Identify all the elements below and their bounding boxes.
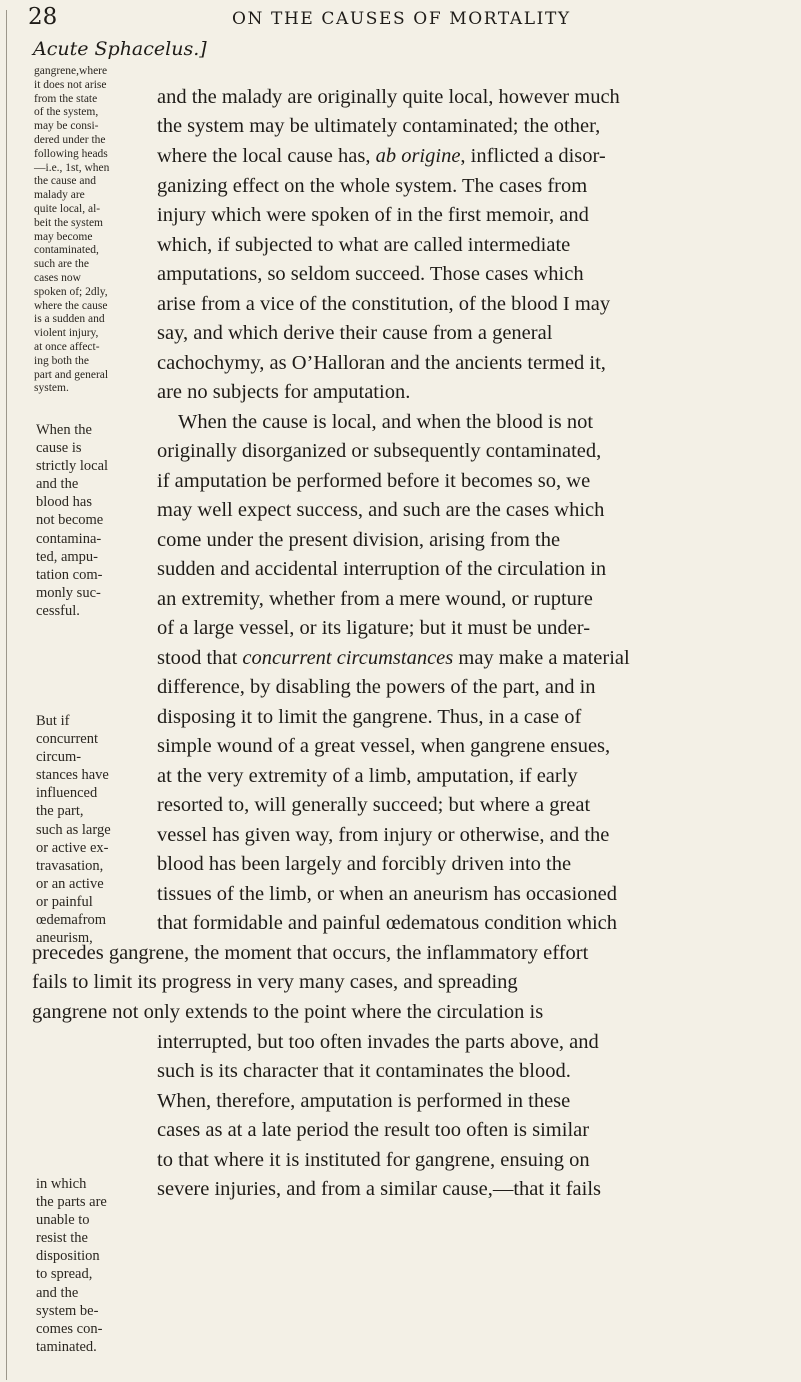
body-line	[157, 143, 606, 169]
body-line: arise from a vice of the constitution, of the blood I may	[157, 293, 611, 315]
margin-line: œdemafrom	[36, 912, 107, 929]
margin-line: and the	[36, 1284, 79, 1301]
margin-line: to spread,	[36, 1266, 93, 1283]
body-line	[157, 645, 630, 671]
body-line: amputations, so seldom succeed. Those cases which	[157, 263, 584, 285]
margin-line: stances have	[36, 767, 109, 784]
page-number: 28	[28, 4, 58, 30]
margin-line: comes con-	[36, 1320, 103, 1337]
body-line: may well expect success, and such are the cases which	[157, 499, 605, 521]
body-line: an extremity, whether from a mere wound, or rupture	[157, 588, 593, 610]
margin-line: travasation,	[36, 857, 104, 874]
margin-line: But if	[36, 713, 70, 729]
margin-line: from the state	[34, 92, 98, 105]
body-line: originally disorganized or subsequently contaminated,	[157, 440, 602, 462]
body-line-full: fails to limit its progress in very many cases, and spreading	[32, 971, 518, 993]
margin-line: following heads	[34, 147, 108, 160]
margin-line: monly suc-	[36, 584, 101, 601]
margin-line: or active ex-	[36, 839, 109, 856]
body-line: tissues of the limb, or when an aneurism has occasioned	[157, 883, 617, 905]
margin-line: influenced	[36, 785, 98, 802]
body-text: , inflicted a disor-	[460, 145, 606, 167]
body-line: difference, by disabling the powers of the part, and in	[157, 676, 596, 698]
margin-line: dered under the	[34, 133, 106, 146]
body-line: When the cause is local, and when the blood is not	[178, 411, 594, 433]
margin-line: the parts are	[36, 1194, 107, 1211]
margin-line: such are the	[34, 258, 89, 271]
body-line: the system may be ultimately contaminated; the other,	[157, 115, 601, 137]
margin-line: cases now	[34, 271, 81, 284]
body-line: severe injuries, and from a similar cause,—that it fails	[157, 1178, 602, 1200]
margin-line: cause is	[36, 440, 82, 457]
margin-line: When the	[36, 422, 92, 438]
body-line: and the malady are originally quite local, however much	[157, 86, 620, 108]
body-line: which, if subjected to what are called intermediate	[157, 234, 571, 256]
margin-line: cessful.	[36, 602, 80, 619]
body-line: cachochymy, as O’Halloran and the ancients termed it,	[157, 352, 606, 374]
emphasis-term: concurrent circumstances	[242, 647, 454, 669]
margin-line: part and general	[34, 368, 109, 381]
margin-line: tation com-	[36, 566, 103, 583]
margin-line: blood has	[36, 494, 92, 511]
body-text: stood that	[157, 647, 243, 669]
body-line: are no subjects for amputation.	[157, 381, 411, 403]
body-line: When, therefore, amputation is performed in these	[157, 1090, 571, 1112]
body-line: resorted to, will generally succeed; but where a great	[157, 794, 591, 816]
margin-note-concurrent	[36, 712, 111, 947]
margin-line: and the	[36, 476, 79, 493]
body-line: such is its character that it contaminates the blood.	[157, 1060, 571, 1082]
body-line: disposing it to limit the gangrene. Thus, in a case of	[157, 706, 582, 728]
page-edge-rule	[6, 10, 7, 1380]
margin-line: not become	[36, 512, 104, 529]
margin-line: gangrene,where	[34, 65, 108, 77]
margin-line: at once affect-	[34, 340, 100, 353]
margin-line: beit the system	[34, 216, 103, 229]
margin-line: in which	[36, 1176, 87, 1192]
margin-line: may be consi-	[34, 120, 99, 133]
margin-line: —i.e., 1st, when	[34, 161, 110, 174]
body-line: at the very extremity of a limb, amputation, if early	[157, 765, 578, 787]
margin-line: spoken of; 2dly,	[34, 285, 108, 298]
margin-note-local-cause	[36, 421, 108, 620]
margin-line: may become	[34, 230, 93, 243]
margin-line: concurrent	[36, 731, 98, 748]
body-line: if amputation be performed before it becomes so, we	[157, 470, 591, 492]
margin-line: or painful	[36, 893, 93, 910]
body-line: sudden and accidental interruption of the circulation in	[157, 558, 607, 580]
margin-line: strictly local	[36, 458, 109, 475]
margin-line: violent injury,	[34, 327, 99, 340]
margin-line: circum-	[36, 749, 82, 766]
body-line: say, and which derive their cause from a general	[157, 322, 553, 344]
margin-line: contamina-	[36, 530, 102, 547]
margin-line: such as large	[36, 821, 111, 838]
margin-line: malady are	[34, 189, 85, 202]
body-text: may make a material	[453, 647, 630, 669]
section-label: Acute Sphacelus.]	[33, 38, 207, 60]
body-line: simple wound of a great vessel, when gangrene ensues,	[157, 735, 611, 757]
margin-line: resist the	[36, 1230, 88, 1247]
body-line: injury which were spoken of in the first memoir, and	[157, 204, 589, 226]
margin-line: system be-	[36, 1302, 99, 1319]
margin-line: ing both the	[34, 354, 89, 367]
margin-note-classification	[34, 65, 109, 396]
body-line: of a large vessel, or its ligature; but it must be under-	[157, 617, 591, 639]
margin-line: aneurism,	[36, 930, 93, 947]
margin-line: taminated.	[36, 1338, 97, 1355]
margin-line: unable to	[36, 1212, 90, 1229]
margin-line: disposition	[36, 1248, 100, 1265]
body-line: that formidable and painful œdematous condition which	[157, 912, 617, 934]
body-line: cases as at a late period the result too often is similar	[157, 1119, 590, 1141]
margin-line: contaminated,	[34, 244, 99, 257]
body-line: blood has been largely and forcibly driven into the	[157, 853, 572, 875]
body-line-full: precedes gangrene, the moment that occurs, the inflammatory effort	[32, 942, 589, 964]
margin-line: is a sudden and	[34, 313, 105, 326]
body-line: come under the present division, arising from the	[157, 529, 561, 551]
margin-line: it does not arise	[34, 78, 107, 91]
latin-term: ab origine	[375, 145, 461, 167]
margin-line: or an active	[36, 875, 104, 892]
margin-line: system.	[34, 382, 69, 395]
body-text: where the local cause has,	[157, 145, 376, 167]
margin-line: of the system,	[34, 106, 99, 119]
body-line: to that where it is instituted for gangrene, ensuing on	[157, 1149, 590, 1171]
body-line: vessel has given way, from injury or otherwise, and the	[157, 824, 610, 846]
margin-line: where the cause	[34, 299, 108, 312]
running-title: ON THE CAUSES OF MORTALITY	[232, 9, 571, 29]
margin-line: the cause and	[34, 175, 96, 188]
margin-line: quite local, al-	[34, 202, 101, 215]
body-line: interrupted, but too often invades the parts above, and	[157, 1031, 599, 1053]
body-line-full: gangrene not only extends to the point where the circulation is	[32, 1001, 544, 1023]
margin-note-spreading	[36, 1175, 107, 1356]
body-line: ganizing effect on the whole system. The cases from	[157, 175, 588, 197]
margin-line: ted, ampu-	[36, 548, 99, 565]
margin-line: the part,	[36, 803, 84, 820]
